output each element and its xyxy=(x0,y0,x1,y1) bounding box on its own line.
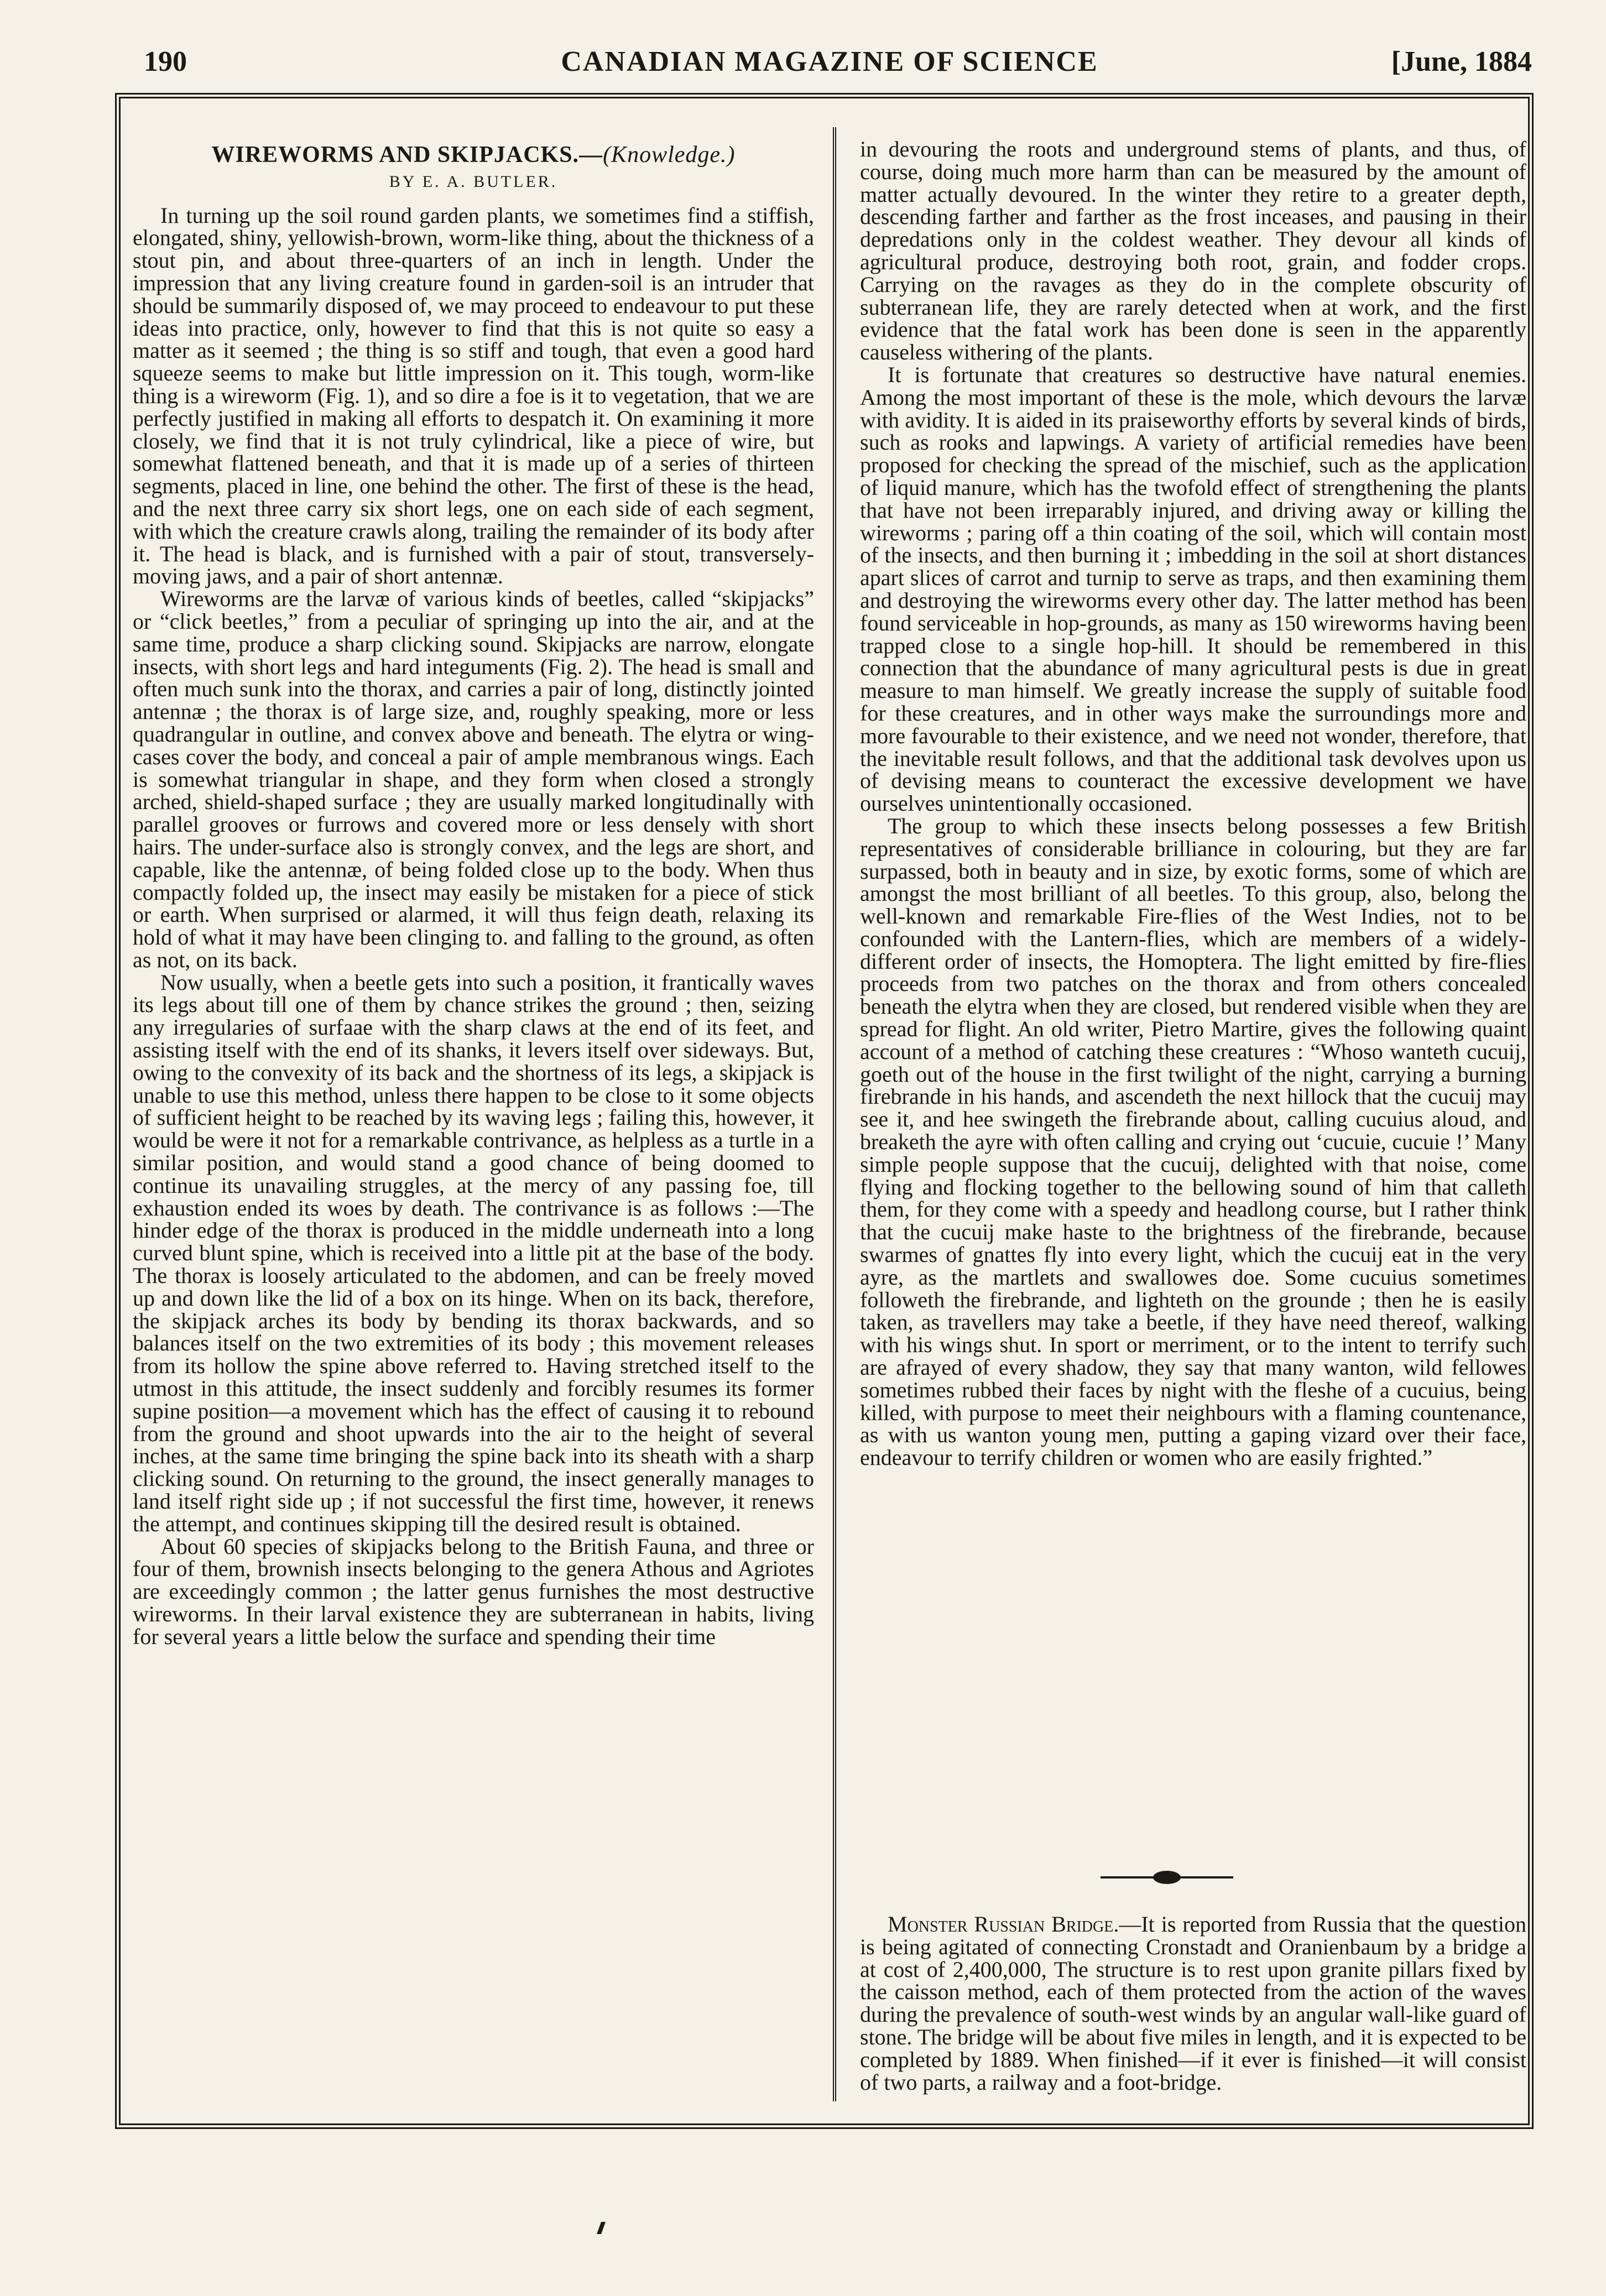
paragraph: It is fortunate that creatures so destructive have natural enemies. Among the most important of these is the mole, which devours the larvæ with avidity. It is aided in its praiseworthy efforts by several kinds of birds, such as rooks and lapwings. A variety of artificial remedies have been proposed for checking the spread of the mischief, such as the application of liquid manure, which has the twofold effect of strengthening the plants that have not been irreparably injured, and driving away or killing the wireworms ; paring off a thin coating of the soil, which will contain most of the insects, and then burning it ; imbedding in the soil at short distances apart slices of carrot and turnip to serve as traps, and then examining them and destroying the wireworms every other day. The latter method has been found serviceable in hop-grounds, as many as 150 wireworms having been trapped close to a single hop-hill. It should be remembered in this connection that the abundance of many agricultural pests is due in great measure to man himself. We greatly increase the supply of suitable food for these creatures, and in other ways make the surroundings more and more favourable to their existence, and we need not wonder, therefore, that the inevitable result follows, and that the additional task devolves upon us of devising means to counteract the excessive development we have ourselves unintentionally occasioned. xyxy=(860,362,1526,816)
article-source: (Knowledge.) xyxy=(603,142,736,168)
ornament-icon xyxy=(1153,1871,1181,1884)
news-item xyxy=(860,1913,1526,2094)
paragraph: Now usually, when a beetle gets into such a position, it frantically waves its legs about till one of them by chance strikes the ground ; then, seizing any irregularies of surfaae with the sharp claws at the end of its feet, and assisting itself with the end of its shanks, it levers itself over sideways. But, owing to the convexity of its back and the shortness of its legs, a skipjack is unable to use this method, unless there happen to be close to it some objects of sufficient height to be reached by its waving legs ; failing this, however, it would be were it not for a remarkable contrivance, as helpless as a turtle in a similar position, and would stand a good chance of being doomed to continue its unavailing struggles, at the mercy of any passing foe, till exhaustion ended its woes by death. The contrivance is as follows :—The hinder edge of the thorax is produced in the middle underneath into a long curved blunt spine, which is received into a little pit at the base of the body. The thorax is loosely articulated to the abdomen, and can be freely moved up and down like the lid of a box on its hinge. When on its back, therefore, the skipjack arches its body by bending its thorax backwards, and so balances itself on the two extremities of its body ; this movement releases from its hollow the spine above referred to. Having stretched itself to the utmost in this attitude, the insect suddenly and forcibly resumes its former supine position—a movement which has the effect of causing it to rebound from the ground and shoot upwards into the air to the height of several inches, at the same time bringing the spine back into its sheath with a sharp clicking sound. On returning to the ground, the insect generally manages to land itself right side up ; if not successful the first time, however, it renews the attempt, and continues skipping till the desired result is obtained. xyxy=(133,969,814,1536)
news-heading: Monster Russian Bridge. xyxy=(888,1912,1119,1937)
news-text: —It is reported from Russia that the question is being agitated of connecting Cronstadt and Oranienbaum by a bridge a at cost of 2,400,000, The structure is to rest upon granite pillars fixed by the caisson method, each of them protected from the action of the waves during the prevalence of south-west winds by an angular wall-like guard of stone. The bridge will be about five miles in length, and it is expected to be completed by 1889. When finished—if it ever is finished—it will consist of two parts, a railway and a foot-bridge. xyxy=(860,1912,1526,2095)
page-mark xyxy=(597,2222,606,2234)
paragraph: About 60 species of skipjacks belong to the British Fauna, and three or four of them, brownish insects belonging to the genera Athous and Agriotes are exceedingly common ; the latter genus furnishes the most destructive wireworms. In their larval existence they are subterranean in habits, living for several years a little below the surface and spending their time xyxy=(133,1533,814,1649)
issue-date: [June, 1884 xyxy=(1391,46,1532,77)
column-rule xyxy=(833,127,836,2101)
right-column xyxy=(860,138,1526,1469)
article-title-text: WIREWORMS AND SKIPJACKS.— xyxy=(211,142,603,168)
news-paragraph xyxy=(860,1913,1526,2094)
paragraph: In turning up the soil round garden plants, we sometimes find a stiffish, elongated, shiny, yellowish-brown, worm-like thing, about the thickness of a stout pin, and about three-quarters of an inch in length. Under the impression that any living creature found in garden-soil is an intruder that should be summarily disposed of, we may proceed to endeavour to put these ideas into practice, only, however to find that this is not quite so easy a matter as it seemed ; the thing is so stiff and tough, that even a good hard squeeze seems to make but little impression on it. This tough, worm-like thing is a wireworm (Fig. 1), and so dire a foe is it to vegetation, that we are perfectly justified in making all efforts to despatch it. On examining it more closely, we find that it is not truly cylindrical, like a piece of wire, but somewhat flattened beneath, and that it is made up of a series of thirteen segments, placed in line, one behind the other. The first of these is the head, and the next three carry six short legs, one on each side of each segment, with which the creature crawls along, trailing the remainder of its body after it. The head is black, and is furnished with a pair of stout, transversely-moving jaws, and a pair of short antennæ. xyxy=(133,202,814,589)
left-column xyxy=(133,138,814,1648)
page-header xyxy=(127,45,1532,84)
paragraph: The group to which these insects belong possesses a few British representatives of considerable brilliance in colouring, but they are far surpassed, both in beauty and in size, by exotic forms, some of which are amongst the most brilliant of all beetles. To this group, also, belong the well-known and remarkable Fire-flies of the West Indies, not to be confounded with the Lantern-flies, which are members of a widely-different order of insects, the Homoptera. The light emitted by fire-flies proceeds from two patches on the thorax and from others concealed beneath the elytra when they are closed, but rendered visible when they are spread for flight. An old writer, Pietro Martire, gives the following quaint account of a method of catching these creatures : “Whoso wanteth cucuij, goeth out of the house in the first twilight of the night, carrying a burning firebrande in his hands, and ascendeth the next hillock that the cucuij may see it, and hee swingeth the firebrande about, calling cucuius aloud, and breaketh the ayre with often calling and crying out ‘cucuie, cucuie !’ Many simple people suppose that the cucuij, delighted with that noise, come flying and flocking together to the bellowing sound of him that calleth them, for they come with a speedy and headlong course, but I rather think that the cucuij make haste to the brightness of the firebrande, because swarmes of gnattes fly into every light, which the cucuij eat in the very ayre, as the martlets and swallowes doe. Some cucuius sometimes followeth the firebrande, and lighteth on the grounde ; then he is easily taken, as travellers may take a beetle, if they have need thereof, walking with his wings shut. In sport or merriment, or to the intent to terrify such are afrayed of every shadow, they say that many wanton, wild fellowes sometimes rubbed their faces by night with the fleshe of a cucuius, being killed, with purpose to meet their neighbours with a flaming countenance, as with us wanton young men, putting a gaping vizard over their face, endeavour to terrify children or women who are easily frighted.” xyxy=(860,813,1526,1470)
article-byline: BY E. A. BUTLER. xyxy=(389,172,558,191)
magazine-title: CANADIAN MAGAZINE OF SCIENCE xyxy=(561,46,1098,77)
paragraph: in devouring the roots and underground stems of plants, and thus, of course, doing much more harm than can be measured by the amount of matter actually devoured. In the winter they retire to a greater depth, descending farther and farther as the frost inceases, and pausing in their depredations only in the coldest weather. They devour all kinds of agricultural produce, destroying both root, grain, and fodder crops. Carrying on the ravages as they do in the complete obscurity of subterranean life, they are rarely detected when at work, and the first evidence that the fatal work has been done is seen in the apparently causeless withering of the plants. xyxy=(860,137,1526,365)
article-title xyxy=(133,144,814,166)
page-number: 190 xyxy=(144,46,187,77)
section-divider xyxy=(1101,1869,1233,1886)
paragraph: Wireworms are the larvæ of various kinds of beetles, called “skipjacks” or “click beetles,” from a peculiar of springing up into the air, and at the same time, produce a sharp clicking sound. Skipjacks are narrow, elongate insects, with short legs and hard integuments (Fig. 2). The head is small and often much sunk into the thorax, and carries a pair of long, distinctly jointed antennæ ; the thorax is of large size, and, roughly speaking, more or less quadrangular in outline, and convex above and beneath. The elytra or wing-cases cover the body, and conceal a pair of ample membranous wings. Each is somewhat triangular in shape, and they form when closed a strongly arched, shield-shaped surface ; they are usually marked longitudinally with parallel grooves or furrows and covered more or less densely with short hairs. The under-surface also is strongly convex, and the legs are short, and capable, like the antennæ, of being folded close up to the body. When thus compactly folded up, the insect may easily be mistaken for a piece of stick or earth. When surprised or alarmed, it will thus feign death, relaxing its hold of what it may have been clinging to. and falling to the ground, as often as not, on its back. xyxy=(133,586,814,972)
